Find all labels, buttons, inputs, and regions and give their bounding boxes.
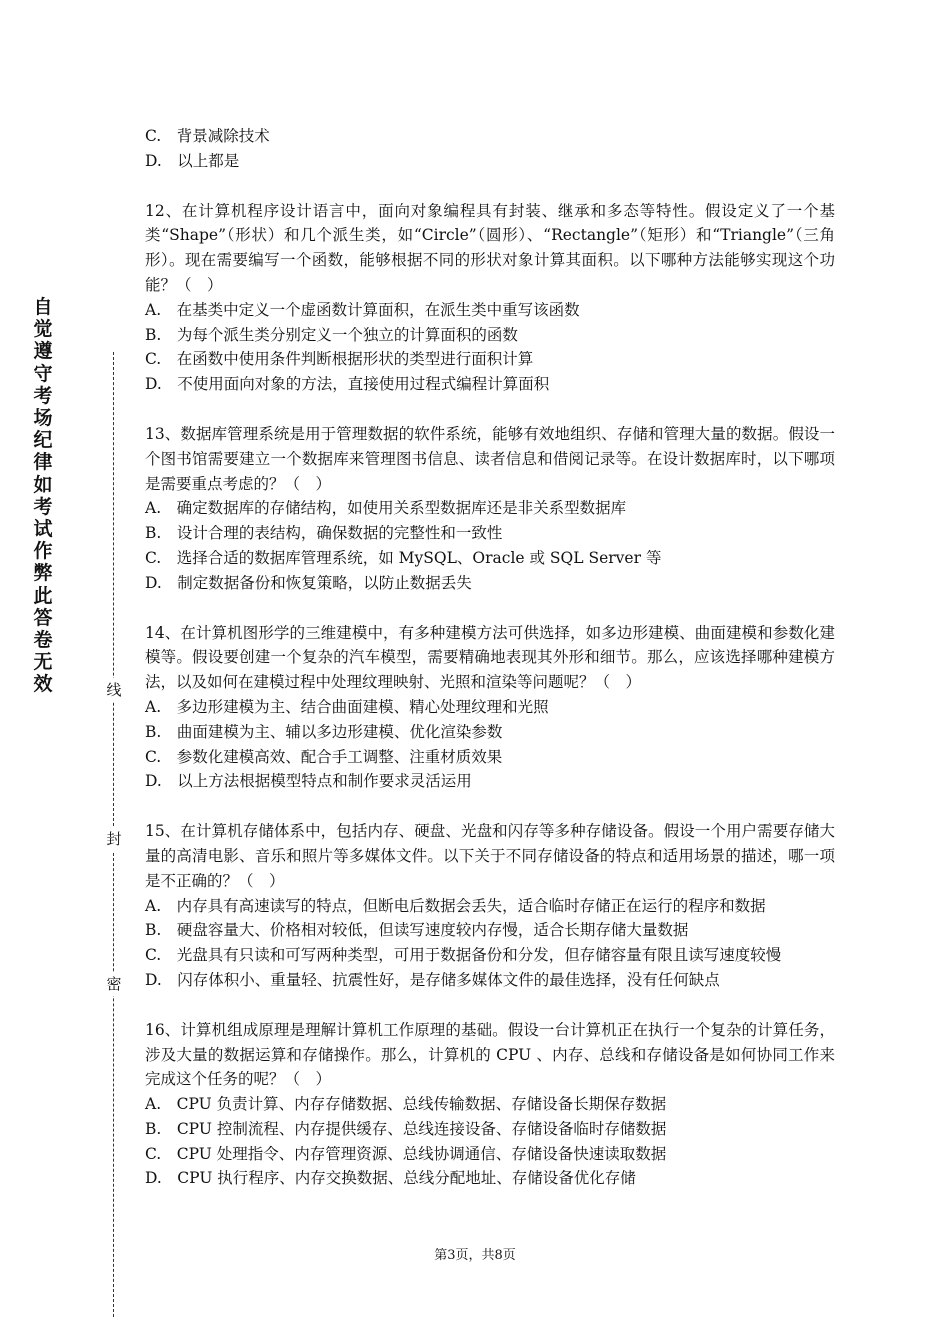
question-16-option-c: C. CPU 处理指令、内存管理资源、总线协调通信、存储设备快速读取数据 (145, 1144, 667, 1163)
question-12-option-a: A. 在基类中定义一个虚函数计算面积，在派生类中重写该函数 (145, 300, 580, 319)
option: C. 背景减除技术 (145, 127, 270, 145)
question-14-option-c: C. 参数化建模高效、配合手工调整、注重材质效果 (145, 747, 503, 766)
question-15-option-d: D. 闪存体积小、重量轻、抗震性好，是存储多媒体文件的最佳选择，没有任何缺点 (145, 970, 720, 989)
question-12-option-d: D. 不使用面向对象的方法，直接使用过程式编程计算面积 (145, 375, 550, 394)
question-16-stem: 16、计算机组成原理是理解计算机工作原理的基础。假设一台计算机正在执行一个复杂的计算任务，涉及大量的数据运算和存储操作。那么，计算机的 CPU 、内存、总线和存储设备是如何协同工作来完成这个任务的呢？（ ） (145, 1020, 835, 1089)
question-14-option-d: D. 以上方法根据模型特点和制作要求灵活运用 (145, 772, 472, 791)
question-15-option-c: C. 光盘具有只读和可写两种类型，可用于数据备份和分发，但存储容量有限且读写速度较慢 (145, 946, 782, 965)
question-12-option-b: B. 为每个派生类分别定义一个独立的计算面积的函数 (145, 325, 518, 344)
question-15-option-b: B. 硬盘容量大、价格相对较低，但读写速度较内存慢，适合长期存储大量数据 (145, 921, 689, 940)
question-13-stem: 13、数据库管理系统是用于管理数据的软件系统，能够有效地组织、存储和管理大量的数据。假设一个图书馆需要建立一个数据库来管理图书信息、读者信息和借阅记录等。在设计数据库时，以下哪项是需要重点考虑的？（ ） (145, 424, 835, 493)
question-12-stem: 12、在计算机程序设计语言中，面向对象编程具有封装、继承和多态等特性。假设定义了一个基类“Shape”（形状）和几个派生类，如“Circle”（圆形）、“Rectangle”（矩形）和“Triangle”（三角形）。现在需要编写一个函数，能够根据不同的形状对象计算其面积。以下哪种方法能够实现这个功能？（ ） (145, 201, 835, 294)
question-16-option-d: D. CPU 执行程序、内存交换数据、总线分配地址、存储设备优化存储 (145, 1169, 636, 1188)
question-13-option-c: C. 选择合适的数据库管理系统，如 MySQL、Oracle 或 SQL Server 等 (145, 548, 662, 567)
question-12-option-c: C. 在函数中使用条件判断根据形状的类型进行面积计算 (145, 350, 534, 369)
question-14-option-a: A. 多边形建模为主、结合曲面建模、精心处理纹理和光照 (145, 697, 549, 716)
question-13-option-a: A. 确定数据库的存储结构，如使用关系型数据库还是非关系型数据库 (145, 499, 627, 518)
question-16-option-b: B. CPU 控制流程、内存提供缓存、总线连接设备、存储设备临时存储数据 (145, 1119, 667, 1138)
question-15-option-a: A. 内存具有高速读写的特点，但断电后数据会丢失，适合临时存储正在运行的程序和数据 (145, 896, 766, 915)
question-14-option-b: B. 曲面建模为主、辅以多边形建模、优化渲染参数 (145, 722, 503, 741)
option: D. 以上都是 (145, 151, 240, 170)
question-16-option-a: A. CPU 负责计算、内存存储数据、总线传输数据、存储设备长期保存数据 (145, 1095, 667, 1114)
question-13-option-b: B. 设计合理的表结构，确保数据的完整性和一致性 (145, 524, 503, 543)
exam-discipline-warning: 自觉遵守考场纪律如考试作弊此答卷无效 (33, 296, 53, 696)
question-15-stem: 15、在计算机存储体系中，包括内存、硬盘、光盘和闪存等多种存储设备。假设一个用户需要存储大量的高清电影、音乐和照片等多媒体文件。以下关于不同存储设备的特点和适用场景的描述，哪一项是不正确的？（ ） (145, 822, 835, 890)
question-content (145, 124, 835, 1191)
question-14-stem: 14、在计算机图形学的三维建模中，有多种建模方法可供选择，如多边形建模、曲面建模和参数化建模等。假设要创建一个复杂的汽车模型，需要精确地表现其外形和细节。那么，应该选择哪种建模方法，以及如何在建模过程中处理纹理映射、光照和渲染等问题呢？（ ） (145, 623, 835, 692)
page-number-footer: 第3页，共8页 (434, 1248, 516, 1263)
binding-label-xian: 线 (104, 678, 124, 702)
binding-label-mi: 密 (104, 972, 124, 996)
question-13-option-d: D. 制定数据备份和恢复策略，以防止数据丢失 (145, 573, 472, 592)
binding-label-feng: 封 (104, 827, 124, 851)
